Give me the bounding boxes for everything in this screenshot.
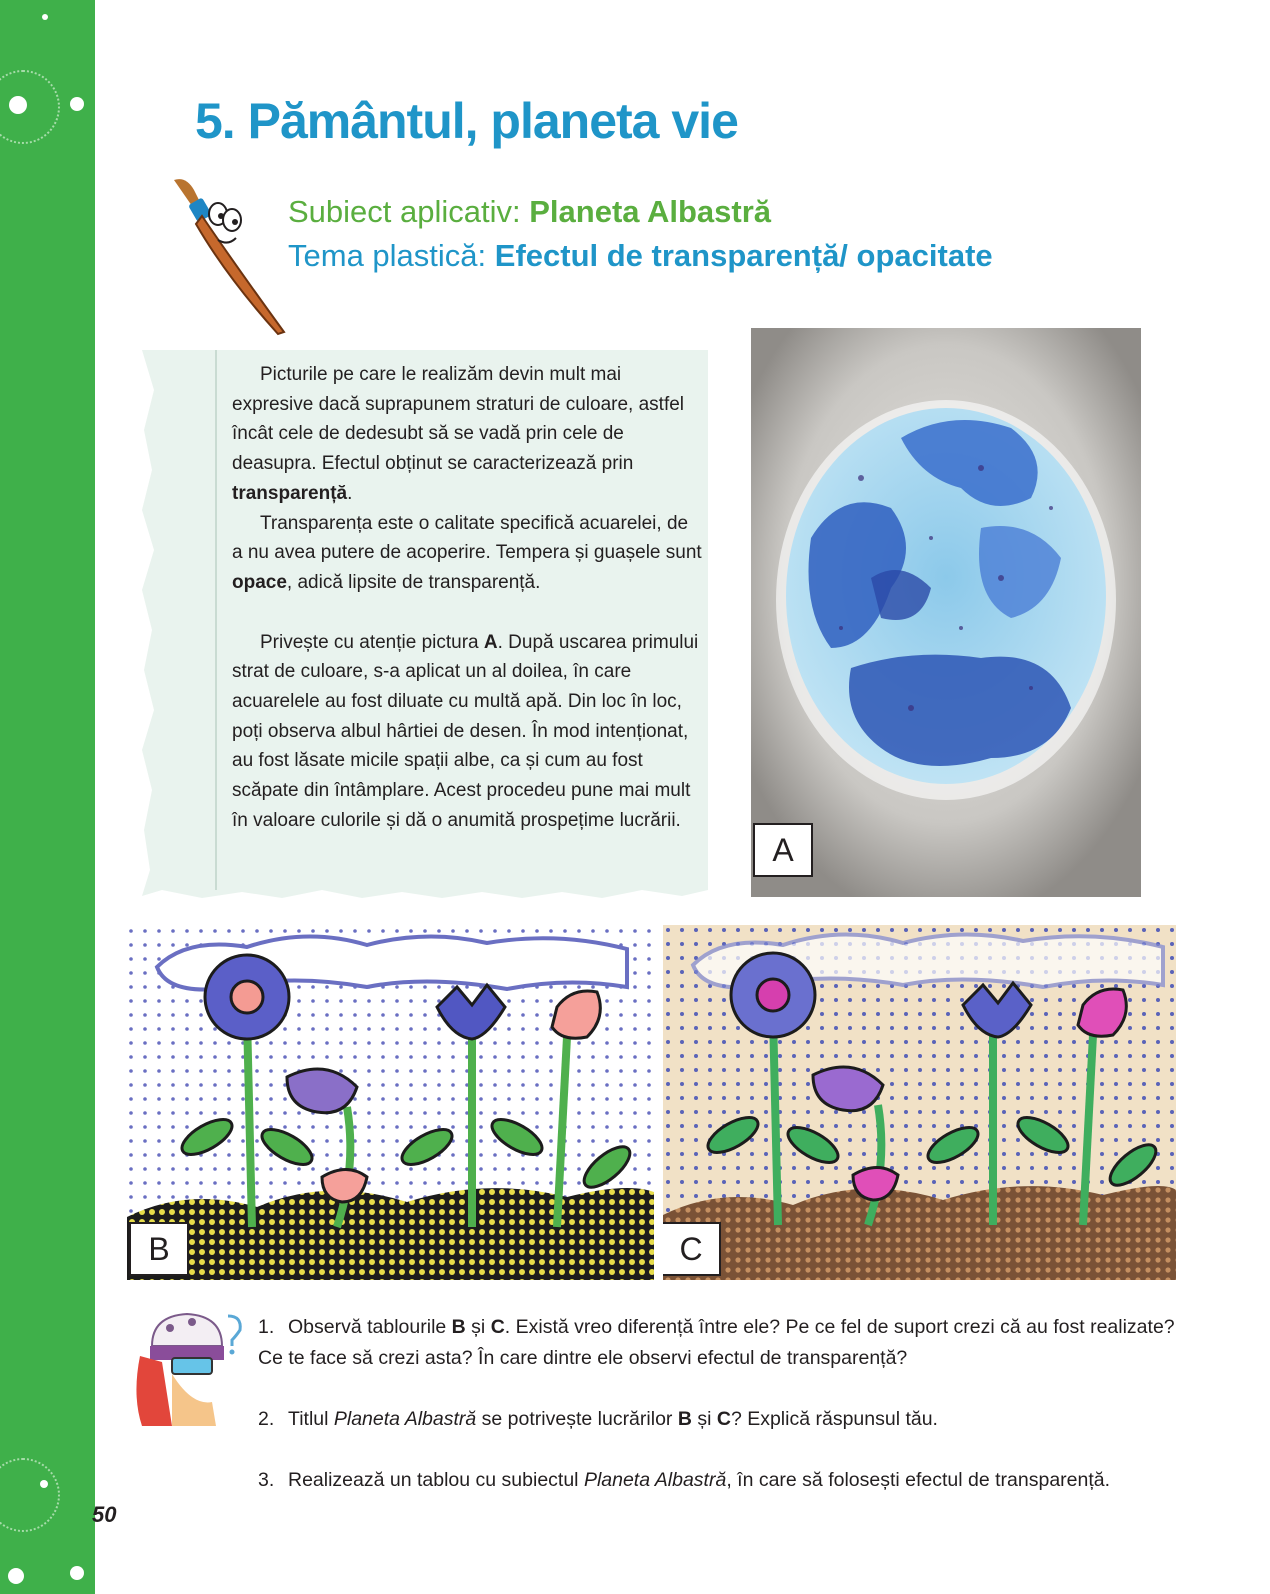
- question-bold: C: [490, 1316, 505, 1338]
- question-text: Titlul: [288, 1408, 334, 1430]
- note-text: . După uscarea primului strat de culoare, s-a aplicat un al doilea, în care acuarelele au fost diluate cu multă apă. Din loc în loc, poți observa albul hârtiei de desen. În mod intenționat, au fost lăsate micile spații albe, ca și cum au fost scăpate din întâmplare. Acest procedeu pune mai mult în valoare culorile și dă o anumită prospețime lucrării.: [232, 631, 699, 831]
- decor-dot: [70, 97, 84, 111]
- painting-a: [751, 328, 1141, 897]
- question-text: ? Explică răspunsul tău.: [730, 1408, 938, 1430]
- thinking-character-icon: [132, 1306, 244, 1430]
- image-label-a: A: [753, 823, 813, 877]
- question-text: Realizează un tablou cu subiectul: [288, 1469, 584, 1491]
- note-paragraph: [232, 628, 702, 836]
- subject-value: Planeta Albastră: [529, 194, 772, 229]
- question-text: , în care să folosești efectul de transparență.: [726, 1469, 1111, 1491]
- question-2: [258, 1404, 1198, 1435]
- info-note-text: [232, 360, 702, 836]
- note-paragraph: [232, 509, 702, 598]
- decor-dot: [42, 14, 48, 20]
- note-text: Privește cu atenție pictura: [260, 631, 484, 653]
- question-number: 2.: [258, 1408, 275, 1430]
- image-label-b: B: [129, 1222, 189, 1276]
- question-text: Observă tablourile: [288, 1316, 452, 1338]
- planet-watercolor-image: [751, 328, 1141, 897]
- decor-dot: [9, 96, 27, 114]
- question-number: 1.: [258, 1316, 275, 1338]
- flowers-drawing-image: [127, 927, 654, 1280]
- question-italic: Planeta Albastră: [583, 1469, 727, 1491]
- note-paragraph: [232, 360, 702, 509]
- note-text: Picturile pe care le realizăm devin mult mai expresive dacă suprapunem straturi de culoare, astfel încât cele de dedesubt să se vadă prin cele de deasupra. Efectul obținut se caracterizează prin: [232, 364, 685, 475]
- painting-b: [127, 927, 654, 1280]
- question-number: 3.: [258, 1469, 275, 1491]
- paintbrush-mascot-icon: [166, 176, 291, 336]
- question-bold: B: [451, 1316, 466, 1338]
- image-label-c: C: [663, 1222, 721, 1276]
- note-text: .: [347, 482, 353, 504]
- theme-line: [288, 238, 993, 274]
- flowers-watercolor-image: [663, 925, 1176, 1280]
- page-title: 5. Pământul, planeta vie: [195, 93, 738, 149]
- page-number: 50: [92, 1502, 117, 1527]
- painting-c: [663, 925, 1176, 1280]
- note-bold: transparență: [232, 482, 348, 504]
- note-bold: opace: [232, 571, 287, 593]
- question-1: [258, 1312, 1198, 1374]
- question-italic: Planeta Albastră: [333, 1408, 477, 1430]
- decor-dot: [40, 1480, 48, 1488]
- subject-label: Subiect aplicativ:: [288, 194, 521, 229]
- question-bold: B: [677, 1408, 692, 1430]
- note-bold: A: [483, 631, 498, 653]
- decor-dot: [70, 1566, 84, 1580]
- subject-line: [288, 194, 771, 230]
- question-text: se potrivește lucrărilor: [476, 1408, 678, 1430]
- question-text: și: [691, 1408, 717, 1430]
- question-text: și: [465, 1316, 491, 1338]
- question-bold: C: [716, 1408, 731, 1430]
- question-text: . Există vreo diferență între ele? Pe ce fel de suport crezi că au fost realizate? Ce te face să crezi asta? În care dintre ele observi efectul de transparență?: [258, 1316, 1175, 1369]
- decor-dot: [8, 1568, 24, 1584]
- questions-list: [258, 1312, 1198, 1496]
- note-text: Transparența este o calitate specifică acuarelei, de a nu avea putere de acoperire. Tempera și guașele sunt: [232, 512, 702, 564]
- theme-value: Efectul de transparență/ opacitate: [494, 238, 993, 273]
- note-text: , adică lipsite de transparență.: [286, 571, 541, 593]
- question-3: [258, 1465, 1198, 1496]
- theme-label: Tema plastică:: [288, 238, 487, 273]
- side-band: [0, 0, 95, 1594]
